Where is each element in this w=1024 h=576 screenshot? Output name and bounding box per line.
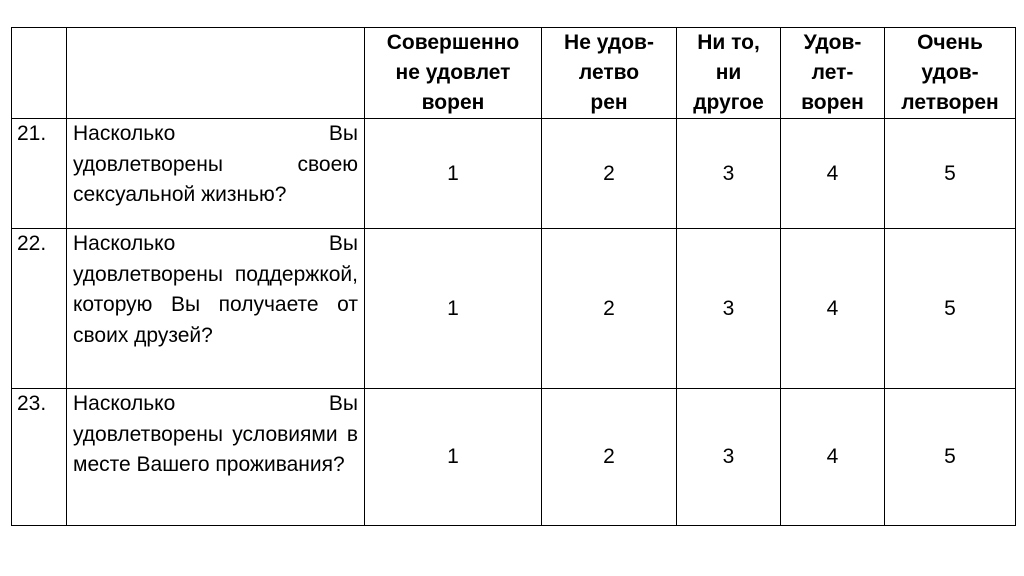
header-line: рен bbox=[590, 91, 628, 114]
rating-value: 5 bbox=[885, 389, 1016, 526]
rating-value: 3 bbox=[677, 229, 781, 389]
column-header-satisfied bbox=[781, 28, 885, 119]
question-text: Насколько Вы удовлетворены своею сексуальной жизнью? bbox=[67, 119, 365, 229]
rating-value: 1 bbox=[365, 229, 542, 389]
header-line: другое bbox=[693, 91, 764, 114]
rating-value: 2 bbox=[542, 389, 677, 526]
rating-value: 3 bbox=[677, 389, 781, 526]
header-line: не удовлет bbox=[395, 61, 511, 84]
header-line: удов- bbox=[921, 61, 979, 84]
empty-question-header bbox=[67, 28, 365, 119]
column-header-very-satisfied bbox=[885, 28, 1016, 119]
question-text: Насколько Вы удовлетворены поддержкой, которую Вы получаете от своих друзей? bbox=[67, 229, 365, 389]
rating-value: 5 bbox=[885, 119, 1016, 229]
question-number: 21. bbox=[12, 119, 67, 229]
header-line: ворен bbox=[801, 91, 864, 114]
column-header-completely-dissatisfied bbox=[365, 28, 542, 119]
empty-corner-cell bbox=[12, 28, 67, 119]
rating-value: 1 bbox=[365, 119, 542, 229]
rating-value: 4 bbox=[781, 229, 885, 389]
header-line: Ни то, bbox=[697, 31, 760, 54]
header-line: лет- bbox=[811, 61, 854, 84]
header-line: ни bbox=[715, 61, 742, 84]
column-header-dissatisfied bbox=[542, 28, 677, 119]
rating-value: 2 bbox=[542, 229, 677, 389]
header-line: летворен bbox=[901, 91, 999, 114]
header-line: летво bbox=[578, 61, 640, 84]
header-line: Не удов- bbox=[564, 31, 654, 54]
rating-value: 4 bbox=[781, 119, 885, 229]
rating-value: 5 bbox=[885, 229, 1016, 389]
question-row bbox=[12, 119, 1016, 229]
question-number: 23. bbox=[12, 389, 67, 526]
header-line: Очень bbox=[917, 31, 983, 54]
header-row bbox=[12, 28, 1016, 119]
rating-value: 3 bbox=[677, 119, 781, 229]
header-line: Совершенно bbox=[386, 31, 520, 54]
rating-value: 2 bbox=[542, 119, 677, 229]
questionnaire-table bbox=[11, 27, 1016, 526]
question-row bbox=[12, 229, 1016, 389]
rating-value: 4 bbox=[781, 389, 885, 526]
column-header-neutral bbox=[677, 28, 781, 119]
header-line: Удов- bbox=[803, 31, 862, 54]
question-number: 22. bbox=[12, 229, 67, 389]
rating-value: 1 bbox=[365, 389, 542, 526]
question-text: Насколько Вы удовлетворены условиями в месте Вашего проживания? bbox=[67, 389, 365, 526]
question-row bbox=[12, 389, 1016, 526]
header-line: ворен bbox=[421, 91, 485, 114]
